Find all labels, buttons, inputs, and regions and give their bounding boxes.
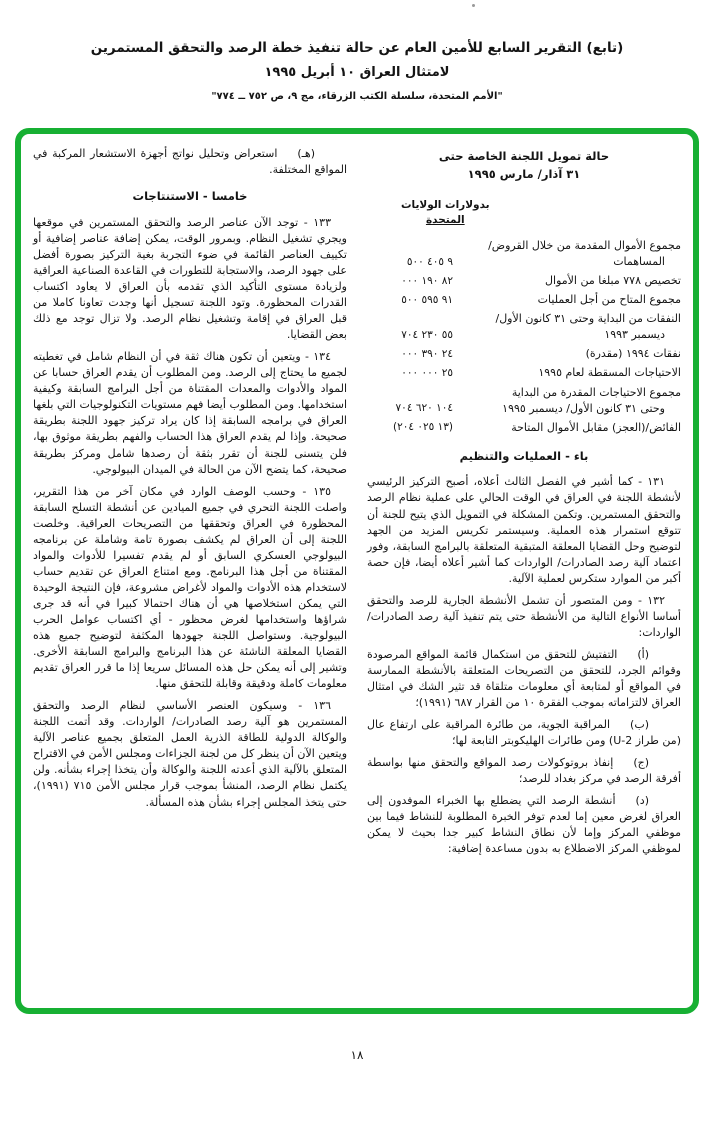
list-item-e [33,146,347,178]
list-item-marker: (د) [635,794,649,808]
document-source-line: "الأمم المتحدة، سلسلة الكتب الزرقاء، مج ٩، ص ٧٥٢ ــ ٧٧٤" [211,91,503,102]
paragraph-132: ١٣٢ - ومن المتصور أن تشمل الأنشطة الجارية للرصد والتحقق أساسا الأنواع التالية من الأنشطة حتى يتم تنفيذ آلية رصد الصادرات/ الواردات: [367,593,681,639]
funding-row-value: ٩ ٤٠٥ ٥٠٠ [406,255,453,268]
list-item-text: أنشطة الرصد التي يضطلع بها الخبراء الموفدون إلى العراق لغرض معين إما لعدم توفر الخبرة المطلوبة للنشاط فيما بين موظفي المركز وإما لأن نطاق النشاط كبير جدا بحيث لا يمكن لموظفي المركز الاضطلاع به بدون مساعدة إضافية: [367,794,681,856]
document-title-line2: لامتثال العراق ١٠ أبريل ١٩٩٥ [264,65,450,80]
paragraph-131: ١٣١ - كما أشير في الفصل الثالث أعلاه، أصبح التركيز الرئيسي لأنشطة اللجنة في العراق في الوقت الحالي على عملية نظام الرصد والتحقق المستمرين. وتكمن المشكلة في التمويل الذي يتيح للجنة أن تتوقع استمرار هذه العملية. وسيستمر تكريس المزيد من الجهد لتوضيح وحل القضايا المعلقة المتبقية المتعلقة بالبرامج السابقة، وفور اعتماد آلية رصد الصادرات/ الواردات كما أشير أعلاه أيضا، فإن حصة أكبر من الموارد ستكرس لعملية الآلية. [367,475,681,585]
list-item-marker: (أ) [637,647,649,661]
funding-row [367,346,681,362]
list-item-text: المراقبة الجوية، من طائرة المراقبة على ارتفاع عال (من طراز U-2) ومن طائرات الهليكوبتر التابعة لها؛ [367,718,681,748]
list-item-marker: (ج) [633,756,649,770]
paragraph-133: ١٣٣ - توجد الآن عناصر الرصد والتحقق المستمرين في موقعها ويجري تشغيل النظام. وبمرور الوقت، يمكن إضافة عناصر إضافية أو تكييف العناصر القائمة في ضوء التجربة بغية التركيز بصورة أفضل على جهود الرصد، والاستجابة للتطورات في القاعدة الصناعية العراقية ولزيادة مستوى التأكيد الذي تقدمه بأن العراق لا يعاود اكتساب القدرات المحظورة. وتود اللجنة تسجيل أنها وجدت تعاونا كاملا من قبل العراق في إقامة وتشغيل نظام الرصد. ولا تزال توجد مع ذلك بعض القضايا. [33,215,347,342]
funding-row [367,365,681,381]
funding-row [367,385,681,417]
column-right [367,146,681,1000]
funding-row-value: ٨٢ ١٩٠ ٠٠٠ [401,274,453,287]
document-header [0,40,714,102]
list-item [367,755,681,787]
funding-row-label: الاحتياجات المسقطة لعام ١٩٩٥ [538,366,681,380]
list-item [367,717,681,749]
funding-row [367,238,681,270]
funding-row-label: مجموع الاحتياجات المقدرة من البداية [511,385,681,399]
section-heading-conclusions: خامسا - الاستنتاجات [132,189,248,204]
funding-row [367,311,681,343]
column-left [33,146,347,1000]
funding-row-value: ٥٥ ٢٣٠ ٧٠٤ [401,329,453,342]
section-heading-operations: باء - العمليات والتنظيم [459,448,589,463]
list-item [367,793,681,857]
funding-row-label: وحتى ٣١ كانون الأول/ ديسمبر ١٩٩٥ [502,401,665,415]
paragraph-136: ١٣٦ - وسيكون العنصر الأساسي لنظام الرصد والتحقق المستمرين هو آلية رصد الصادرات/ الواردات. وقد أتمت اللجنة والوكالة الدولية للطاقة الذرية العمل المتعلق بجميع عناصر الآلية ويتعين الآن أن ينظر كل من لجنة الجزاءات ومجلس الأمن في الاقتراح المتعلق بالآلية الذي أعدته اللجنة والوكالة وأن يتخذا إجراء بشأنه. ولن يكتمل نظام الرصد، المنشأ بموجب قرار مجلس الأمن ٧١٥ (١٩٩١)، حتى يتخذ المجلس إجراء بشأن هذه المسألة. [32,699,347,809]
funding-row-label: الفائض/(العجز) مقابل الأموال المتاحة [511,420,681,434]
currency-note-line1: بدولارات الولايات [401,198,490,211]
funding-row [367,273,681,289]
list-item-text: إنفاذ بروتوكولات رصد المواقع والتحقق منها بواسطة أفرقة الرصد في مركز بغداد للرصد؛ [367,756,681,786]
funding-row-label: النفقات من البداية وحتى ٣١ كانون الأول/ [495,312,681,326]
funding-row-value: ٢٥ ٠٠٠ ٠٠٠ [401,367,453,380]
funding-heading-line1: حالة تمويل اللجنة الخاصة حتى [438,149,610,163]
funding-row-label: تخصيص ٧٧٨ مبلغا من الأموال [545,274,681,288]
paragraph-135: ١٣٥ - وحسب الوصف الوارد في مكان آخر من هذا التقرير، واصلت اللجنة التحري في جميع الميادين عن أنشطة التسلح السابقة المحظورة في العراق وتحققها من التصريحات العراقية. وخلصت اللجنة إلى أن العراق لم يكشف بصورة تامة وشاملة عن برنامجه البيولوجي العسكري السابق أو لم يقدم تفسيرا للأدوات والمواد المقتناة من أجل هذا البرنامج. ومع امتناع العراق عن تقديم حساب لاستخدام هذه الأدوات والمواد لأغراض مشروعة، فإن النتيجة الوحيدة التي يمكن استخلاصها هي أن هناك احتمالا كبيرا في أنه قد جرى شراؤها واستخدامها لغرض محظور - أي اكتساب عوامل الحرب البيولوجية. وستواصل اللجنة جهودها المكثفة لتوضيح جميع هذه القضايا المعلقة الناشئة عن هذا البرنامج والبرامج السابقة الأخرى. وتشير إلى أنه يمكن حل هذه المسائل سريعا إذا ما قرر العراق تقديم معلومات كاملة ودقيقة وقابلة للتحقق منها. [33,484,347,691]
funding-row-label: ديسمبر ١٩٩٣ [604,328,665,342]
funding-row-value: (١٣ ٠٢٥ ٢٠٤) [392,421,453,434]
funding-row-label: مجموع الأموال المقدمة من خلال القروض/ [488,239,681,253]
document-title-line1: (تابع) التقرير السابع للأمين العام عن حالة تنفيذ خطة الرصد والتحقق المستمرين [90,40,624,56]
list-item-marker: (ب) [630,718,649,732]
funding-row-value: ٢٤ ٣٩٠ ٠٠٠ [401,348,453,361]
list-item-marker: (هـ) [297,147,315,160]
scan-artifact-dot [472,4,475,7]
green-border-content-box [15,128,699,1014]
activities-list [367,647,681,858]
paragraph-134: ١٣٤ - ويتعين أن تكون هناك ثقة في أن النظام شامل في تغطيته لجميع ما يحتاج إلى الرصد. ومن المطلوب أن يقدم العراق حسابا عن المواد والأدوات والمعدات المقتناة من أجل البرامج السابقة وكيفية استخدامها. ومن المطلوب أيضا فهم مستويات التكنولوجيات التي بلغها العراق في برامجه السابقة إذا كان يراد تركيز جهود اللجنة بطريقة صحيحة. وإذا لم يقدم العراق هذا الحساب والفهم بطريقة موثوق بها، فلن يتسنى للجنة أن تقرر بثقة أن رصدها شامل ومركز بطريقة صحيحة، كما يتضح الآن من الحالة في الميدان البيولوجي. [33,350,347,476]
list-item-text: التفتيش للتحقق من استكمال قائمة المواقع المرصودة وقوائم الجرد، للتحقق من التصريحات المتعلقة بالأنشطة الممارسة في المواقع أو لمتابعة أي معلومات متلقاة قد تثير الشك في امتثال العراق لالتزاماته بموجب الفقرة ١٠ من القرار ٦٨٧ (١٩٩١)؛ [367,647,681,710]
funding-row [367,292,681,308]
list-item [367,647,681,711]
funding-row-label: نفقات ١٩٩٤ (مقدرة) [585,347,681,361]
funding-heading-line2: ٣١ آذار/ مارس ١٩٩٥ [467,166,581,181]
funding-row-label: المساهمات [613,255,665,269]
funding-row-value: ١٠٤ ٦٢٠ ٧٠٤ [395,402,453,415]
list-item-text: استعراض وتحليل نواتج أجهزة الاستشعار المركبة في المواقع المختلفة. [33,147,347,177]
funding-status-heading [367,148,681,184]
funding-row-label: مجموع المتاح من أجل العمليات [537,293,681,307]
funding-row [367,420,681,436]
page-number: ١٨ [350,1048,364,1062]
funding-table [367,238,681,436]
funding-row-value: ٩١ ٥٩٥ ٥٠٠ [401,293,453,306]
currency-note [401,198,490,230]
currency-note-line2: المتحدة [425,214,465,227]
